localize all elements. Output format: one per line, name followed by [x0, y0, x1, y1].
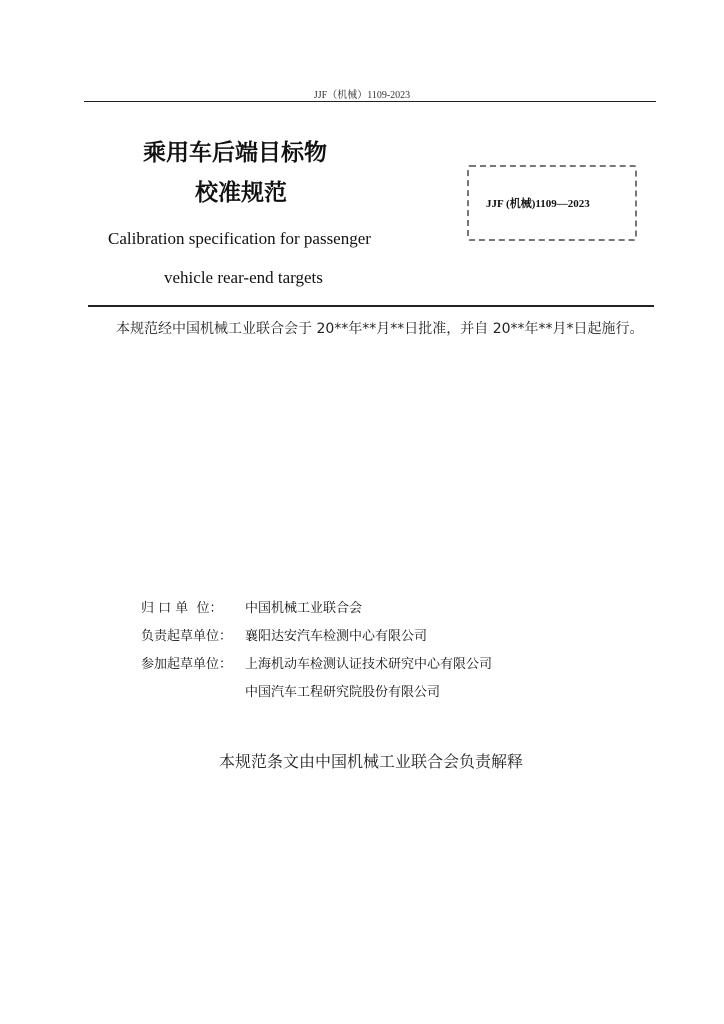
responsible-unit-label: 归 口 单 位： [141, 600, 223, 616]
chinese-title [140, 133, 380, 213]
specification-code: JJF (机械)1109—2023 [486, 198, 590, 210]
chinese-title-line-2: 校准规范 [195, 180, 287, 206]
english-title-line-1: Calibration specification for passenger [108, 229, 371, 248]
header-divider [84, 101, 656, 102]
title-divider [88, 305, 654, 307]
participating-unit-label: 参加起草单位： [141, 656, 233, 672]
header-document-code: JJF（机械）1109-2023 [313, 90, 411, 101]
participating-unit-value-2: 中国汽车工程研究院股份有限公司 [245, 684, 441, 700]
lead-drafting-unit-value: 襄阳达安汽车检测中心有限公司 [245, 628, 428, 644]
participating-unit-value-1: 上海机动车检测认证技术研究中心有限公司 [245, 656, 493, 672]
chinese-title-line-1: 乘用车后端目标物 [143, 140, 327, 166]
responsible-unit-row [141, 592, 581, 620]
lead-drafting-unit-row [141, 620, 581, 648]
drafting-organizations [141, 592, 581, 704]
participating-unit-row-2 [141, 676, 581, 704]
interpretation-statement: 本规范条文由中国机械工业联合会负责解释 [218, 752, 523, 771]
english-title-line-2: vehicle rear-end targets [164, 268, 323, 287]
approval-statement: 本规范经中国机械工业联合会于 20**年**月**日批准，并自 20**年**月*日起施行。 [116, 321, 644, 337]
lead-drafting-unit-label: 负责起草单位： [141, 628, 233, 644]
participating-unit-row [141, 648, 581, 676]
specification-code-box [467, 165, 637, 241]
english-title [108, 219, 428, 297]
responsible-unit-value: 中国机械工业联合会 [245, 600, 363, 616]
